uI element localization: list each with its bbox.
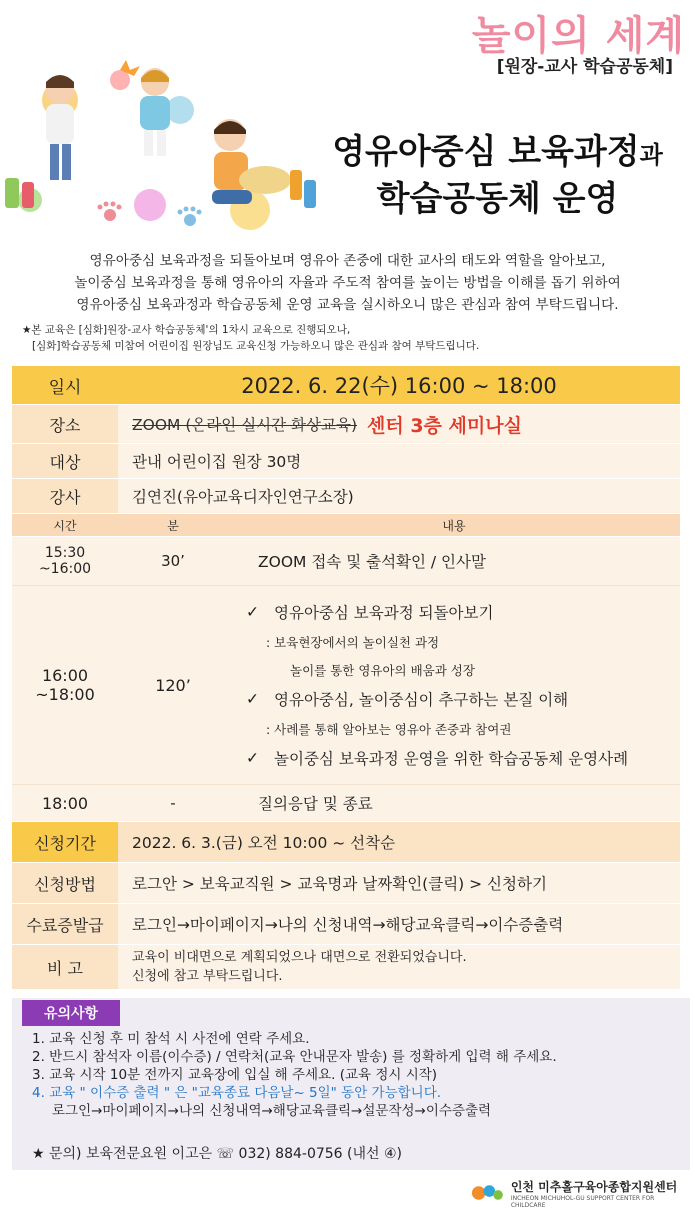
target-row (12, 444, 680, 479)
method-value: 로그안 > 보육교직원 > 교육명과 날짜확인(클릭) > 신청하기 (118, 863, 680, 903)
col-minutes: 분 (167, 518, 179, 533)
schedule-row (12, 537, 680, 586)
schedule-item (246, 743, 680, 774)
place-row (12, 405, 680, 444)
schedule-item (246, 684, 680, 715)
children-painting-illustration (0, 60, 320, 230)
schedule-minutes: - (170, 794, 176, 812)
date-value: 2022. 6. 22(수) 16:00 ~ 18:00 (118, 366, 680, 404)
schedule-subitem: : 보육현장에서의 놀이실천 과정 (266, 634, 440, 650)
item-text: 영유아중심 보육과정 되돌아보기 (274, 604, 494, 622)
remark-value (118, 945, 680, 989)
intro-line: 영유아중심 보육과정을 되돌아보며 영유아 존중에 대한 교사의 태도와 역할을 알아보고, (89, 253, 606, 269)
remark-label: 비 고 (12, 945, 118, 989)
date-row (12, 366, 680, 405)
intro-line: 놀이중심 보육과정을 통해 영유아의 자율과 주도적 참여를 높이는 방법을 이해를 돕기 위하여 (74, 275, 621, 291)
check-icon: ✓ (246, 749, 259, 767)
schedule-minutes: 120’ (155, 675, 191, 695)
schedule-row (12, 785, 680, 822)
date-label: 일시 (12, 366, 118, 404)
title-line1-suffix: 과 (639, 141, 663, 169)
notice-item: 1. 교육 신청 후 미 참석 시 사전에 연락 주세요. (32, 1031, 310, 1047)
remark-line: 교육이 비대면으로 계획되었으나 대면으로 전환되었습니다. (132, 950, 467, 965)
place-struck: ZOOM (온라인 실시간 화상교육) (132, 416, 357, 434)
schedule-subitem: 놀이를 통한 영유아의 배움과 성장 (290, 662, 475, 678)
notice-item: 3. 교육 시작 10분 전까지 교육장에 입실 해 주세요. (교육 정시 시작) (32, 1067, 438, 1083)
schedule-row (12, 586, 680, 785)
brand-logo: 놀이의 세계 (471, 13, 685, 59)
lecturer-value: 김연진(유아교육디자인연구소장) (118, 479, 680, 513)
subbrand: [원장-교사 학습공동체] (496, 57, 673, 77)
schedule-minutes: 30’ (161, 552, 185, 570)
remark-row (12, 945, 680, 990)
period-row (12, 822, 680, 863)
notice-list (32, 1030, 682, 1120)
notice-item: 4. 교육 " 이수증 출력 " 은 "교육종료 다음날~ 5일" 동안 가능합니다. (32, 1085, 442, 1101)
method-row (12, 863, 680, 904)
org-name-kr: 인천 미추홀구육아종합지원센터 (510, 1179, 678, 1194)
cert-row (12, 904, 680, 945)
center-logo-icon (470, 1181, 505, 1205)
schedule-content: ZOOM 접속 및 출석확인 / 인사말 (258, 553, 486, 571)
place-label: 장소 (12, 405, 118, 443)
footer-logo (470, 1178, 685, 1208)
notice-item: 2. 반드시 참석자 이름(이수증) / 연락처(교육 안내문자 발송) 를 정확하게 입력 해 주세요. (32, 1049, 557, 1065)
schedule-subitem: : 사례를 통해 알아보는 영유아 존중과 참여권 (266, 721, 512, 737)
item-text: 영유아중심, 놀이중심이 추구하는 본질 이해 (274, 691, 569, 709)
schedule-time: 16:00 ~18:00 (35, 666, 95, 704)
schedule-time: 18:00 (41, 793, 89, 813)
target-label: 대상 (12, 444, 118, 478)
cert-value: 로그인→마이페이지→나의 신청내역→해당교육클릭→이수증출력 (118, 904, 680, 944)
check-icon: ✓ (246, 690, 259, 708)
title-line2: 학습공동체 운영 (376, 179, 619, 219)
schedule-time: 15:30 ~16:00 (38, 545, 92, 577)
lecturer-label: 강사 (12, 479, 118, 513)
note-line: ★본 교육은 [심화]원장-교사 학습공동체'의 1차시 교육으로 진행되오나, (22, 324, 351, 336)
period-value: 2022. 6. 3.(금) 오전 10:00 ~ 선착순 (118, 822, 680, 862)
schedule-item (246, 597, 680, 628)
intro-line: 영유아중심 보육과정과 학습공동체 운영 교육을 실시하오니 많은 관심과 참여 부탁드립니다. (76, 297, 619, 313)
page-title (300, 130, 695, 221)
period-label: 신청기간 (12, 822, 118, 862)
note-line: [심화]학습공동체 미참여 어린이집 원장님도 교육신청 가능하오니 많은 관심과 참여 부탁드립니다. (32, 340, 480, 352)
target-value: 관내 어린이집 원장 30명 (118, 444, 680, 478)
org-name-en: INCHEON MICHUHOL-GU SUPPORT CENTER FOR CHILDCARE (510, 1194, 655, 1209)
footer-text (511, 1178, 685, 1209)
col-time: 시간 (53, 518, 77, 533)
place-highlight: 센터 3층 세미나실 (367, 414, 522, 437)
schedule-header (12, 514, 680, 537)
item-text: 놀이중심 보육과정 운영을 위한 학습공동체 운영사례 (274, 750, 629, 768)
check-icon: ✓ (246, 603, 259, 621)
place-value (118, 405, 680, 443)
intro-text (20, 250, 675, 316)
schedule-content: 질의응답 및 종료 (258, 795, 373, 813)
star-note (22, 322, 682, 354)
title-line1: 영유아중심 보육과정 (332, 132, 640, 172)
info-table (12, 366, 680, 990)
contact-info: ★ 문의) 보육전문요원 이고은 ☏ 032) 884-0756 (내선 ④) (32, 1146, 402, 1162)
cert-label: 수료증발급 (12, 904, 118, 944)
notice-tag: 유의사항 (22, 1000, 120, 1026)
schedule-content (228, 586, 680, 784)
remark-line: 신청에 참고 부탁드립니다. (132, 969, 283, 984)
col-content: 내용 (442, 518, 466, 533)
notice-subitem: 로그인→마이페이지→나의 신청내역→해당교육클릭→설문작성→이수증출력 (52, 1103, 492, 1119)
method-label: 신청방법 (12, 863, 118, 903)
lecturer-row (12, 479, 680, 514)
